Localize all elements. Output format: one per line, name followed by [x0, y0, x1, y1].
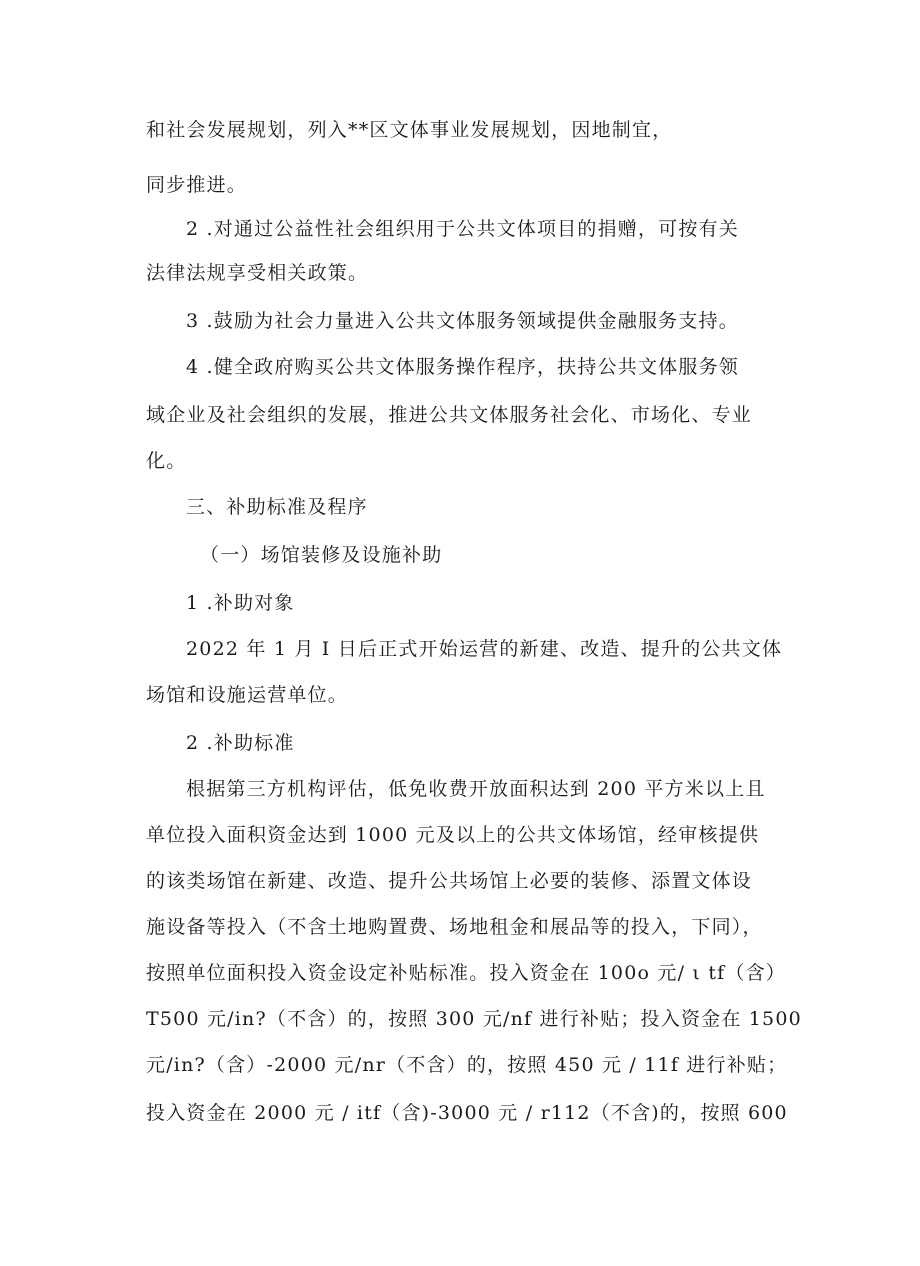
item-heading: 2 .补助标准: [186, 732, 295, 754]
text-line: 3 .鼓励为社会力量进入公共文体服务领域提供金融服务支持。: [186, 310, 739, 332]
subsection-heading: （一）场馆装修及设施补助: [200, 544, 443, 566]
text-line: 同步推进。: [146, 174, 248, 196]
item-heading: 1 .补助对象: [186, 592, 295, 614]
text-line: 场馆和设施运营单位。: [146, 684, 349, 706]
text-line: 投入资金在 2000 元 / itf（含)-3000 元 / r112（不含)的，按照 600: [146, 1102, 788, 1124]
text-line: 化。: [146, 450, 187, 472]
text-line: 根据第三方机构评估，低免收费开放面积达到 200 平方米以上且: [186, 778, 766, 800]
text-line: 元/in?（含）-2000 元/nr（不含）的，按照 450 元 / 11f 进行补贴；: [146, 1054, 788, 1076]
text-line: 域企业及社会组织的发展，推进公共文体服务社会化、市场化、专业: [146, 404, 753, 426]
text-line: 的该类场馆在新建、改造、提升公共场馆上必要的装修、添置文体设: [146, 870, 753, 892]
text-line: 施设备等投入（不含土地购置费、场地租金和展品等的投入，下同），: [146, 916, 763, 938]
text-line: 法律法规享受相关政策。: [146, 262, 369, 284]
text-line: 4 .健全政府购买公共文体服务操作程序，扶持公共文体服务领: [186, 356, 739, 378]
text-line: 单位投入面积资金达到 1000 元及以上的公共文体场馆，经审核提供: [146, 824, 760, 846]
text-line: 和社会发展规划，列入**区文体事业发展规划，因地制宜，: [146, 119, 673, 141]
section-heading: 三、补助标准及程序: [186, 496, 368, 518]
text-line: 2022 年 1 月 I 日后正式开始运营的新建、改造、提升的公共文体: [186, 638, 783, 660]
text-line: 按照单位面积投入资金设定补贴标准。投入资金在 100o 元/ ι tf（含）: [146, 962, 786, 984]
text-line: T500 元/in?（不含）的，按照 300 元/nf 进行补贴；投入资金在 1500: [146, 1008, 802, 1030]
text-line: 2 .对通过公益性社会组织用于公共文体项目的捐赠，可按有关: [186, 218, 739, 240]
